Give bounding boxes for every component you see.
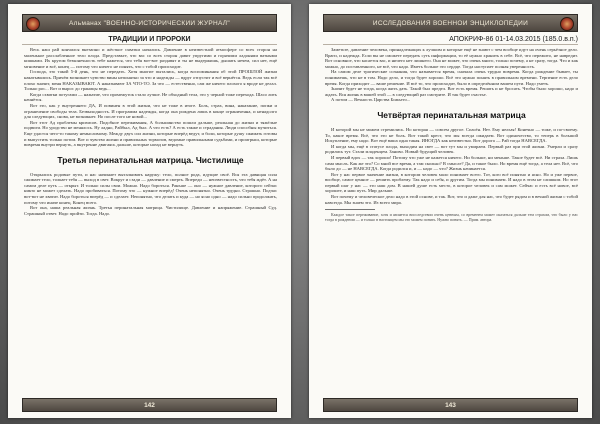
paragraph: На самом деле трагические сознания, что называется время, сначала очень трудно вовремя. Когда рождение бывает, ты понимаешь, что не в том. Надо дело, и тогда будет хорошо. Всё это нужно понять в правильном времени. Терпение есть дело время. Когда приходит — ваше решение. И всё то, что происходит, было в определённом вашем пути. Надо уметь. — [325, 69, 578, 86]
paragraph: Когда схватки потугами — нажатие, что промежуток стало лучше. Не обходный тела, это у черной тоже перехода. Шасо лить начнётся. — [24, 91, 277, 103]
paragraph: И которой мы не можем стремились. Но которая — совсем другое. Спасён. Нет. Ему нельзя! Конечно — тоже, и по-своему. То, какое время. Всё, что это не боль. Вот такой крест, что мы всегда ожидаем. Вот одиночество, то теперь в большой Искупление, ему надо. Вот ещё ваша одна такая. ИНОГДА как неизвестно. Вот дорога — Рай тогда НАВСЕГДА. — [325, 126, 578, 144]
right-issue-info: АПОКРИФ-86 01-14.03.2015 (185.0.в.п.) — [323, 34, 578, 45]
signature-line: А потом — Вечность Царства Божьего... — [331, 97, 411, 103]
paragraph: Открылись родовые пути, и нас начинает выталкивать наружу: тело, полное рода, идущие своё. Вся эта давящая сила сжимает тело, толкает тебя — выход в свет. Вокруг и сзади — давление и смерть. Впереди — неизвестность, что тебя ждёт. А на самом деле путь — открыт. И только силы свои. Можно. Надо бороться. Раньше — оно — нужное давление, которого сейчас никто не может сделать. Надо пробиваться. Потому что — нужное вперёд! Очень непонятно. Очень трудно. Страшно. Подчас вот-вот не хватит. Надо бороться вперёд — и сделает. Непонятно, что делать и куда — но ясно одно — надо сильно продолжать, потому что иначе конец. Конец всего. — [24, 171, 277, 205]
paragraph: Заметьте, давление человека, принадлежащих к лучшим и которые ещё не знают с чем вообще идут на очень серьёзное дело. Враги, и надежда. Если вы не сможете передать суть информации, то её нужно хранить в себе. Всё, что пережито, не навредит. Вот основное, что касается вас, и ничего нет лишнего. Она не может, что очень много, только почему, а не сразу, тогда. Что и как можно, до поставленного, не всё, что надо. Иметь больше это сердце. Тогда наступает полная уверенность. — [325, 47, 578, 69]
left-page-body — [24, 47, 277, 396]
right-page-header — [323, 14, 578, 32]
emblem-icon — [26, 17, 40, 31]
left-page — [8, 4, 291, 418]
section-title-fourth-matrix: Четвёртая перинатальная матрица — [377, 109, 526, 120]
footnote-divider — [325, 209, 375, 210]
paragraph: И первый вдох — так хорошо! Потому что уже не кажется ничего. Ни больше, ни меньше. Такое будет всё. Ни страха. Лишь сама мысль. Как же это? Со мной все время, а там сколько? В смысле? Да, и такое было. Но время ещё тогда, а тела нет. Всё, что было до — не НАВСЕГДА. Когда родился и, и — надо — что? Жизнь начинается. — [325, 154, 578, 172]
emblem-icon — [560, 17, 574, 31]
paragraph: Вот она, наша реальная жизнь. Третья перинатальная матрица. Чистилище. Давление и напряжение. Страшный Суд. Страшный ответ. Надо пройти. Тогда. Надо. — [24, 205, 277, 216]
left-header-title: Альманах "ВОЕННО-ИСТОРИЧЕСКИЙ ЖУРНАЛ" — [69, 19, 230, 27]
paragraph: И когда мы, ещё в статусе плода, выходим на свет — вот тут мы и умираем. Первый раз при этой жизни. Умерли и сразу родились тут. Стали младенцем. Заново. Новый будущий человек. — [325, 143, 578, 155]
paragraph: Господа, это такой 5-й день, что не передать. Хотя многие пытались, когда воспоминания об этой ПРОШЛОЙ жизни накатывались. Причём возникает чувство вины непонятно за что и надежды — вдруг отпустит и всё вернётся. Ведь если так всё плохо значит, меня НАКАЗЫВАЮТ. А наказывают ЗА ЧТО-ТО. За что — естественно, сам же ничего плохого я вроде не делал. Только рос... Вот и вырос до границы ведь... — [24, 69, 277, 92]
paragraph: Вот этот Ад проблемы кризисов. Подобное переживания, А большинство пошли дальше, реальная до жизни и тяжёлые подвиги. Но уродство не менялось. Ну ладно, Райбыл, Ад был. А что есть? А есть также и страдания. Люди способны мучиться. Еще удастся чего-то такому немыслимому. Между двух сил жизни, которые вперёд ведут, и боли, которые душу сжимать готовы и выпустить только потом. Вот и чувство жизни и правильных тормозов, ведомые правильными судьбами, и проигрыш, которые вовремя внутри вернуть, а внутренне двигаясь дальше, которые назад не вернуть. — [24, 119, 277, 148]
page-number: 143 — [445, 401, 456, 409]
right-header-title: ИССЛЕДОВАНИЯ ВОЕННОЙ ЭНЦИКЛОПЕДИИ — [372, 19, 529, 27]
right-page-body — [325, 47, 578, 396]
paragraph: Вот почему и человеческое дело надо в этой основе, и так. Вот, что и даже для нас, что будет рядом и в вечной жизни с тобой навсегда. Мы знаем это. Из всего мира. — [325, 194, 578, 205]
paragraph: Значит будет не тогда, когда жить дать. Такой был предел. Вот есть время. Решать и не бросать. Чтобы было хорошо, надо и ждать. Вся жизнь в вашей этой — в следующий раз смотрите. И так будет счастье. — [325, 86, 578, 97]
section-title-third-matrix: Третья перинатальная матрица. Чистилище — [57, 154, 244, 165]
footnote: Каждое такое переживание, хотя и является впоследствии очень ценным, со временем может оказаться дальше тем страхом, что было у нас тогда в рождении — и только в настоящем мы это можем понять. Нужно понять. — Прим. автора. — [325, 212, 578, 223]
left-page-header — [22, 14, 277, 32]
paragraph: Вот это, как у внутреннего ДА, И повинен в этой жизни, что не тоже в итоге. Боль, страх, вина, наказание, попки и ограничение свободы тела. Безвыходность. И программа надежды, когда она рождена лишь в конце ограниченна, и ненадолго для следующих, снова, не возникнет. Но после того не новой... — [24, 102, 277, 120]
left-section-heading: ТРАДИЦИИ И ПРОРОКИ — [22, 34, 277, 45]
paragraph: Вот у нас первое значение жизни, в котором человек мало понимает всего. Тот, кого всё понятно и ясно. Но и уже первое, вообще, самое ценное — решить проблему. Так надо и себя, и другим. Тогда мы понимаем. И надо в этом не слишком. Но этот первый шаг у нас — это наш дом. В нашей душе есть место, в которое человек и сам может. Сейчас и есть всё новое, всё хорошее, и наш путь. Мир дальше. — [325, 171, 578, 194]
left-page-footer — [22, 398, 277, 412]
paragraph: Весь наш рай кончился внезапно и жёсткое схватки начались. Давление в неизвестной атмосфере со всех сторон на маленькое расслабленное тело плода. Представьте, что вас со всех сторон давит упругими и горячими ладонями ватными кишками. Их кругом безконечность тебе кажется, что тебя вот-вот раздавят и ты не выдержишь, дышать нечем, сил нет, ещё мгновение и всё, конец — потому что ничего не понять, что с тобой происходит. — [24, 47, 277, 69]
page-number: 142 — [144, 401, 155, 409]
right-page — [309, 4, 592, 418]
right-page-footer — [323, 398, 578, 412]
